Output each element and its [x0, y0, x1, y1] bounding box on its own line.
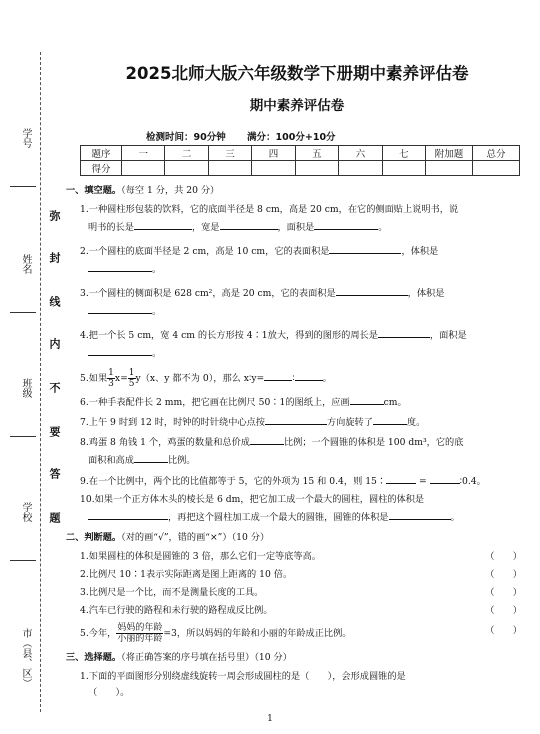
question-text: 3.比例尺是一个比，而不是测量长度的工具。	[80, 587, 264, 598]
question-text: ∶	[292, 373, 295, 384]
student-id-line	[10, 186, 36, 187]
fraction-numerator: 1	[128, 368, 135, 378]
seal-char: 要	[48, 426, 61, 437]
question-text: 比例。	[167, 455, 196, 466]
answer-blank[interactable]	[378, 326, 430, 338]
question-text: 5.今年，	[80, 628, 117, 639]
student-id-label: 学号	[20, 128, 31, 148]
answer-blank[interactable]	[329, 242, 401, 254]
question-text: 。	[322, 373, 332, 384]
question-text: ，体积是	[407, 288, 445, 299]
question-text: ，面积是	[429, 330, 467, 341]
score-header-cell: 一	[122, 146, 165, 161]
fill-question-7	[66, 413, 528, 431]
exam-subtitle: 期中素养评估卷	[249, 98, 345, 114]
question-text: 4.把一个长 5 cm，宽 4 cm 的长方形按 4∶1放大，得到的图形的周长是	[80, 330, 378, 341]
question-text: 2.一个圆柱的底面半径是 2 cm，高是 10 cm，它的表面积是	[80, 246, 330, 257]
answer-blank[interactable]	[336, 284, 408, 296]
question-text: 6.一种手表配件长 2 mm，把它画在比例尺 50∶1的图纸上，应画	[80, 397, 350, 408]
fill-question-5	[66, 368, 528, 389]
section-fill-title	[66, 183, 528, 199]
section-title-text: 二、判断题。	[66, 532, 122, 543]
judge-question-1	[66, 549, 528, 565]
name-label: 姓名	[20, 254, 31, 274]
score-cell[interactable]	[382, 161, 425, 176]
exam-title: 2025北师大版六年级数学下册期中素养评估卷	[125, 64, 469, 83]
question-text: ，面积是	[277, 222, 315, 233]
score-header-cell: 四	[252, 146, 295, 161]
answer-blank[interactable]	[134, 218, 192, 230]
fraction-denominator: 5	[128, 379, 135, 389]
judge-question-4	[66, 603, 528, 619]
judge-question-2	[66, 567, 528, 583]
question-text: 1.一种圆柱形包装的饮料，它的底面半径是 8 cm，高是 20 cm，在它的侧面贴上说明书，说	[80, 204, 459, 215]
fill-question-1	[66, 202, 528, 236]
question-text: ∶0.4。	[459, 476, 486, 487]
score-cell[interactable]	[122, 161, 165, 176]
question-text: ，宽是	[191, 222, 220, 233]
exam-content	[66, 183, 528, 701]
exam-full-score: 满分：100分+10分	[247, 132, 336, 143]
question-text: ，体积是	[401, 246, 439, 257]
answer-blank[interactable]	[295, 369, 323, 381]
answer-blank[interactable]	[350, 393, 384, 405]
question-text: =	[416, 476, 430, 487]
question-text: ，再把这个圆柱加工成一个最大的圆锥，圆锥的体积是	[168, 512, 389, 523]
seal-char: 不	[48, 382, 61, 393]
answer-paren[interactable]: （ ）	[485, 605, 522, 616]
score-cell[interactable]	[295, 161, 338, 176]
answer-blank[interactable]	[389, 508, 451, 520]
choice-question-1	[66, 669, 528, 701]
answer-paren[interactable]: （ ）	[485, 625, 522, 636]
city-label: 市（县、区）	[20, 628, 31, 688]
answer-blank[interactable]	[265, 413, 327, 425]
section-note: （每空 1 分，共 20 分）	[121, 185, 220, 196]
fraction	[116, 623, 163, 644]
seal-char: 内	[48, 338, 61, 349]
question-text: 3.一个圆柱的侧面积是 628 cm²，高是 20 cm，它的表面积是	[80, 288, 336, 299]
fill-question-3	[66, 284, 528, 320]
answer-blank[interactable]	[430, 472, 460, 484]
question-text: 。	[152, 306, 162, 317]
fraction	[107, 368, 115, 389]
section-choice-title	[66, 650, 528, 666]
exam-time: 检测时间：90分钟	[146, 132, 226, 143]
exam-meta	[146, 129, 354, 143]
section-judge-title	[66, 530, 528, 546]
section-title-text: 一、填空题。	[66, 185, 122, 196]
question-text: 度。	[406, 417, 426, 428]
answer-blank[interactable]	[250, 433, 284, 445]
question-text: cm。	[383, 397, 407, 408]
question-text: 10.如果一个正方体木头的棱长是 6 dm，把它加工成一个最大的圆柱，圆柱的体积是	[80, 494, 425, 505]
score-table-score-row	[81, 161, 520, 176]
score-cell[interactable]	[473, 161, 520, 176]
score-header-cell: 七	[382, 146, 425, 161]
score-header-cell: 六	[339, 146, 382, 161]
score-header-cell: 五	[295, 146, 338, 161]
score-cell[interactable]	[252, 161, 295, 176]
school-line	[10, 560, 36, 561]
seal-char: 封	[48, 252, 61, 263]
school-label: 学校	[20, 502, 31, 522]
score-header-cell: 总分	[473, 146, 520, 161]
score-header-cell: 二	[165, 146, 208, 161]
fill-question-4	[66, 326, 528, 362]
score-table-header-row	[81, 146, 520, 161]
answer-blank[interactable]	[373, 413, 407, 425]
score-cell[interactable]	[208, 161, 251, 176]
judge-question-5	[66, 623, 528, 644]
class-line	[10, 436, 36, 437]
question-text: y（x、y 都不为 0），那么 x∶y=	[135, 373, 265, 384]
seal-char: 线	[48, 296, 61, 307]
seal-char: 弥	[48, 210, 61, 221]
answer-blank[interactable]	[88, 508, 168, 520]
question-text: 7.上午 9 时到 12 时，时钟的时针绕中心点按	[80, 417, 265, 428]
binding-margin	[0, 0, 62, 734]
score-header-cell: 附加题	[426, 146, 473, 161]
fill-question-9	[66, 472, 528, 490]
name-line	[10, 312, 36, 313]
seal-dashed-line	[40, 52, 41, 712]
answer-paren[interactable]: （ ）	[485, 551, 522, 562]
question-text: 1.如果圆柱的体积是圆锥的 3 倍，那么它们一定等底等高。	[80, 551, 321, 562]
question-text: 1.下面的平面图形分别绕虚线旋转一周会形成圆柱的是（ ），会形成圆锥的是	[80, 671, 406, 682]
section-title-text: 三、选择题。	[66, 652, 122, 663]
judge-question-3	[66, 585, 528, 601]
section-note: （将正确答案的序号填在括号里）（10 分）	[121, 652, 292, 663]
seal-char: 题	[48, 512, 61, 523]
question-text: 。	[152, 348, 162, 359]
question-text: 8.鸡蛋 8 角钱 1 个，鸡蛋的数量和总价成	[80, 437, 250, 448]
answer-blank[interactable]	[88, 302, 152, 314]
question-text: 方向旋转了	[326, 417, 373, 428]
answer-blank[interactable]	[88, 260, 152, 272]
score-cell[interactable]	[426, 161, 473, 176]
class-label: 班级	[20, 378, 31, 398]
question-text: 9.在一个比例中，两个比的比值都等于 5，它的外项为 15 和 0.4，则 15∶	[80, 476, 387, 487]
fill-question-10	[66, 492, 528, 526]
page-number: 1	[267, 714, 273, 724]
section-note: （对的画“√”，错的画“×”）（10 分）	[121, 532, 270, 543]
answer-blank[interactable]	[314, 218, 378, 230]
score-cell[interactable]	[165, 161, 208, 176]
answer-blank[interactable]	[264, 369, 292, 381]
question-text: （ ）。	[88, 687, 130, 698]
fraction-denominator: 3	[108, 379, 114, 389]
answer-blank[interactable]	[88, 344, 152, 356]
question-text: 2.比例尺 10∶1表示实际距离是图上距离的 10 倍。	[80, 569, 293, 580]
score-table	[80, 145, 520, 176]
fill-question-8	[66, 433, 528, 469]
answer-paren[interactable]: （ ）	[485, 587, 522, 598]
question-text: 。	[152, 264, 162, 275]
score-cell[interactable]	[339, 161, 382, 176]
question-text: 明书的长是	[88, 222, 134, 233]
question-text: 。	[450, 512, 460, 523]
question-text: =3，所以妈妈的年龄和小丽的年龄成正比例。	[163, 628, 352, 639]
answer-blank[interactable]	[220, 218, 278, 230]
question-text: x=	[114, 373, 128, 384]
question-text: 。	[378, 222, 388, 233]
question-text: 5.如果	[80, 373, 108, 384]
fill-question-2	[66, 242, 528, 278]
fraction-numerator: 1	[108, 368, 114, 378]
score-header-cell: 题序	[81, 146, 122, 161]
score-row-label: 得分	[81, 161, 122, 176]
answer-blank[interactable]	[134, 451, 168, 463]
fraction	[128, 368, 136, 389]
answer-blank[interactable]	[386, 472, 416, 484]
fill-question-6	[66, 393, 528, 411]
seal-char: 答	[48, 468, 61, 479]
fraction-denominator: 小丽的年龄	[117, 634, 163, 644]
fraction-numerator: 妈妈的年龄	[117, 623, 163, 633]
score-header-cell: 三	[208, 146, 251, 161]
question-text: 面积和高成	[88, 455, 134, 466]
answer-paren[interactable]: （ ）	[485, 569, 522, 580]
question-text: 比例；一个圆锥的体积是 100 dm³，它的底	[283, 437, 464, 448]
question-text: 4.汽车已行驶的路程和未行驶的路程成反比例。	[80, 605, 273, 616]
